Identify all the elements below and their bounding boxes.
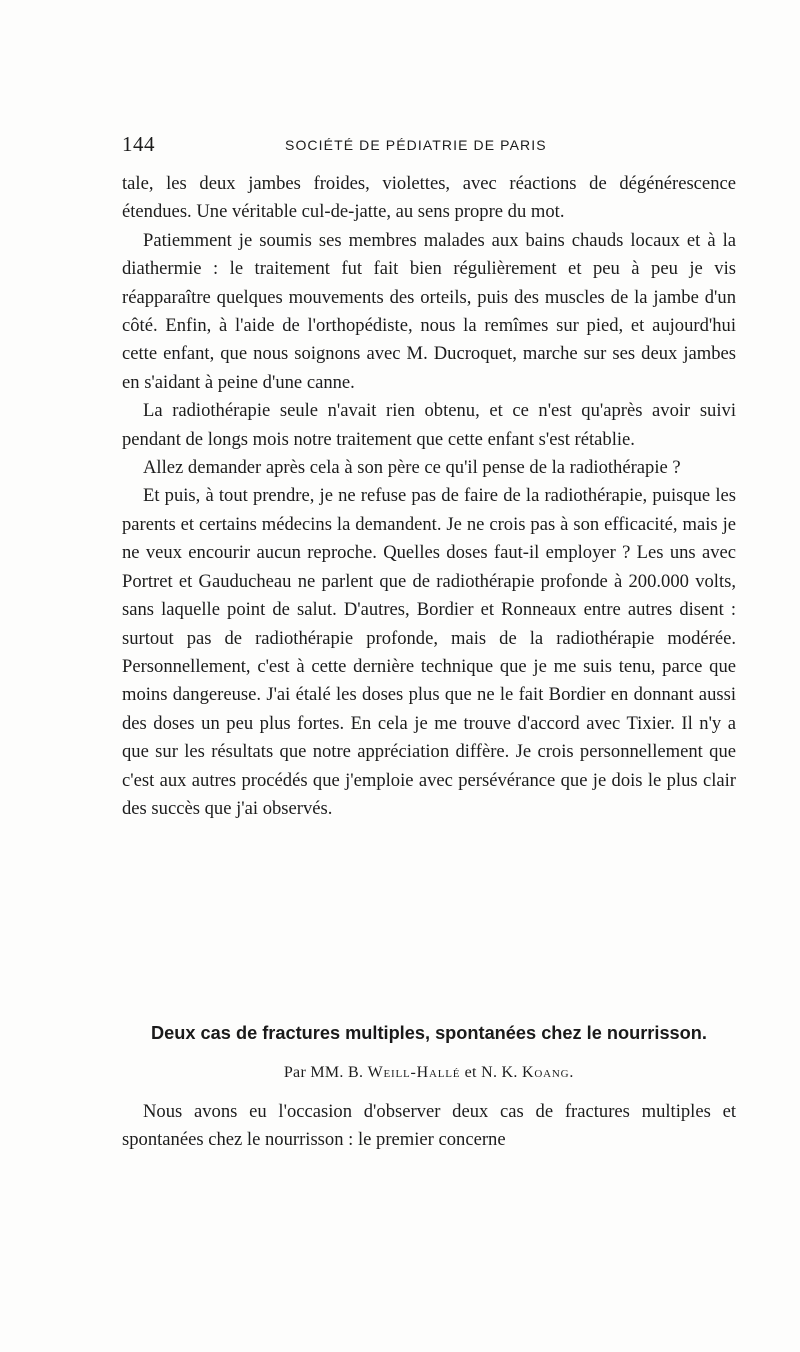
running-head: SOCIÉTÉ DE PÉDIATRIE DE PARIS (285, 137, 547, 153)
paragraph: La radiothérapie seule n'avait rien obtenu, et ce n'est qu'après avoir suivi pendant de longs mois notre traitement que cette enfant s'est rétablie. (122, 400, 736, 450)
paragraph: Patiemment je soumis ses membres malades aux bains chauds locaux et à la diathermie : le traitement fut fait bien régulièrement et peu à peu je vis réapparaître quelques mouvements des orteils, puis des muscles de la jambe d'un côté. Enfin, à l'aide de l'orthopédiste, nous la remîmes sur pied, et aujourd'hui cette enfant, que nous soignons avec M. Ducroquet, marche sur ses deux jambes en s'aidant à peine d'une canne. (122, 229, 736, 393)
byline-author: Weill-Hallé (367, 1064, 461, 1081)
page-number: 144 (122, 132, 155, 156)
byline-author: Koang. (522, 1064, 575, 1081)
paragraph: Et puis, à tout prendre, je ne refuse pas de faire de la radiothérapie, puisque les parents et certains médecins la demandent. Je ne crois pas à son efficacité, mais je ne veux encourir aucun reproche. Quelles doses faut-il employer ? Les uns avec Portret et Gauducheau ne parlent que de radiothérapie profonde à 200.000 volts, sans laquelle point de salut. D'autres, Bordier et Ronneaux entre autres disent : surtout pas de radiothérapie profonde, mais de la radiothérapie modérée. Personnellement, c'est à cette dernière technique que je me suis tenu, parce que moins dangereuse. J'ai étalé les doses plus que ne le fait Bordier en donnant aussi des doses un peu plus fortes. En cela je me trouve d'accord avec Tixier. Il n'y a que sur les résultats que notre appréciation diffère. Je crois personnellement que c'est aux autres procédés que j'emploie avec persévérance que je dois le plus clair des succès que j'ai observés. (122, 485, 736, 819)
paragraph: Nous avons eu l'occasion d'observer deux cas de fractures multiples et spontanées chez le nourrisson : le premier concerne (122, 1101, 736, 1151)
byline-connector: et N. K. (464, 1064, 518, 1081)
paragraph: Allez demander après cela à son père ce qu'il pense de la radiothérapie ? (143, 457, 681, 479)
article-title: Deux cas de fractures multiples, spontanées chez le nourrisson. (151, 1023, 707, 1043)
page-header (122, 132, 736, 160)
article-body (122, 1098, 736, 1155)
byline-prefix: Par MM. B. (283, 1064, 364, 1081)
article-byline (122, 1064, 736, 1082)
paragraph: tale, les deux jambes froides, violettes, avec réactions de dégénérescence étendues. Une véritable cul-de-jatte, au sens propre du mot. (122, 173, 736, 223)
body-text (122, 170, 736, 823)
